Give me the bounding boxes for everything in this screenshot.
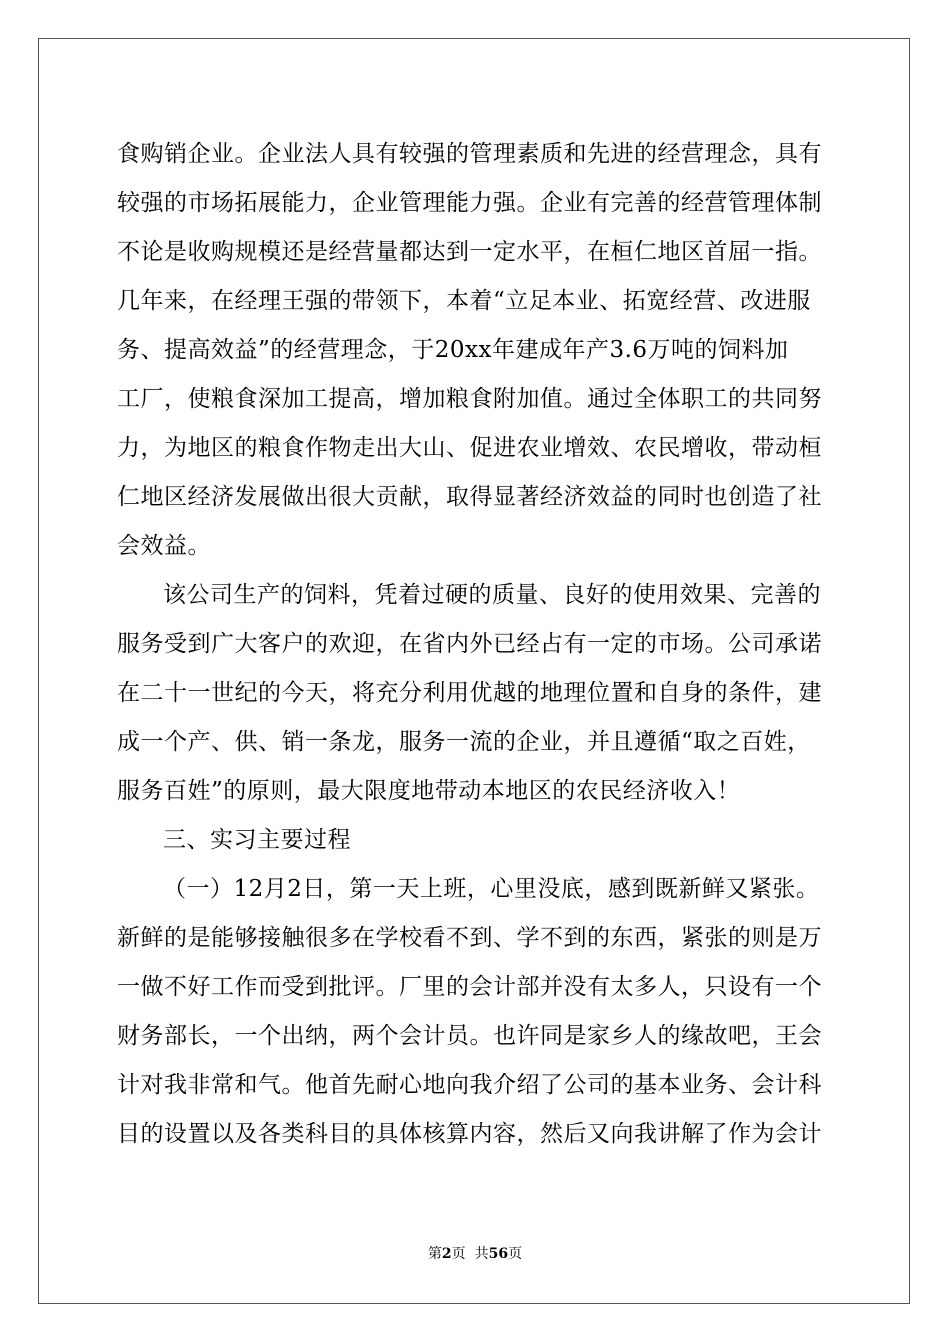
footer-page-number: 2 <box>441 1246 452 1262</box>
text-line: 一做不好工作而受到批评。厂里的会计部并没有太多人，只设有一个 <box>117 974 822 1000</box>
text-line: 几年来，在经理王强的带领下，本着“立足本业、拓宽经营、改进服 <box>117 288 811 314</box>
footer-middle: 页 共 <box>451 1246 489 1262</box>
text-line: 食购销企业。企业法人具有较强的管理素质和先进的经营理念，具有 <box>117 141 822 167</box>
text-line: 在二十一世纪的今天，将充分利用优越的地理位置和自身的条件，建 <box>117 680 822 706</box>
text-line: 目的设置以及各类科目的具体核算内容，然后又向我讲解了作为会计 <box>117 1121 822 1147</box>
page-footer <box>0 1244 950 1264</box>
text-line: （一）12月2日，第一天上班，心里没底，感到既新鲜又紧张。 <box>163 876 820 902</box>
text-line: 力，为地区的粮食作物走出大山、促进农业增效、农民增收，带动桓 <box>117 435 822 461</box>
text-line: 新鲜的是能够接触很多在学校看不到、学不到的东西，紧张的则是万 <box>117 925 822 951</box>
document-body <box>117 130 857 1159</box>
footer-total-pages: 56 <box>488 1246 509 1262</box>
text-line: 财务部长，一个出纳，两个会计员。也许同是家乡人的缘故吧，王会 <box>117 1023 822 1049</box>
text-line: 会效益。 <box>117 533 211 559</box>
text-line: 成一个产、供、销一条龙，服务一流的企业，并且遵循“取之百姓， <box>117 729 811 755</box>
text-line: 服务百姓”的原则，最大限度地带动本地区的农民经济收入！ <box>117 778 741 804</box>
text-line: 不论是收购规模还是经营量都达到一定水平，在桓仁地区首屈一指。 <box>117 239 822 265</box>
footer-prefix: 第 <box>427 1246 442 1262</box>
text-line: 该公司生产的饲料，凭着过硬的质量、良好的使用效果、完善的 <box>163 582 821 608</box>
text-line: 计对我非常和气。他首先耐心地向我介绍了公司的基本业务、会计科 <box>117 1072 822 1098</box>
text-line: 仁地区经济发展做出很大贡献，取得显著经济效益的同时也创造了社 <box>117 484 822 510</box>
text-line: 三、实习主要过程 <box>163 827 351 853</box>
text-line: 较强的市场拓展能力，企业管理能力强。企业有完善的经营管理体制 <box>117 190 822 216</box>
text-line: 工厂，使粮食深加工提高，增加粮食附加值。通过全体职工的共同努 <box>117 386 822 412</box>
text-line: 服务受到广大客户的欢迎，在省内外已经占有一定的市场。公司承诺 <box>117 631 822 657</box>
text-line: 务、提高效益”的经营理念，于20xx年建成年产3.6万吨的饲料加 <box>117 337 789 363</box>
footer-suffix: 页 <box>508 1246 523 1262</box>
